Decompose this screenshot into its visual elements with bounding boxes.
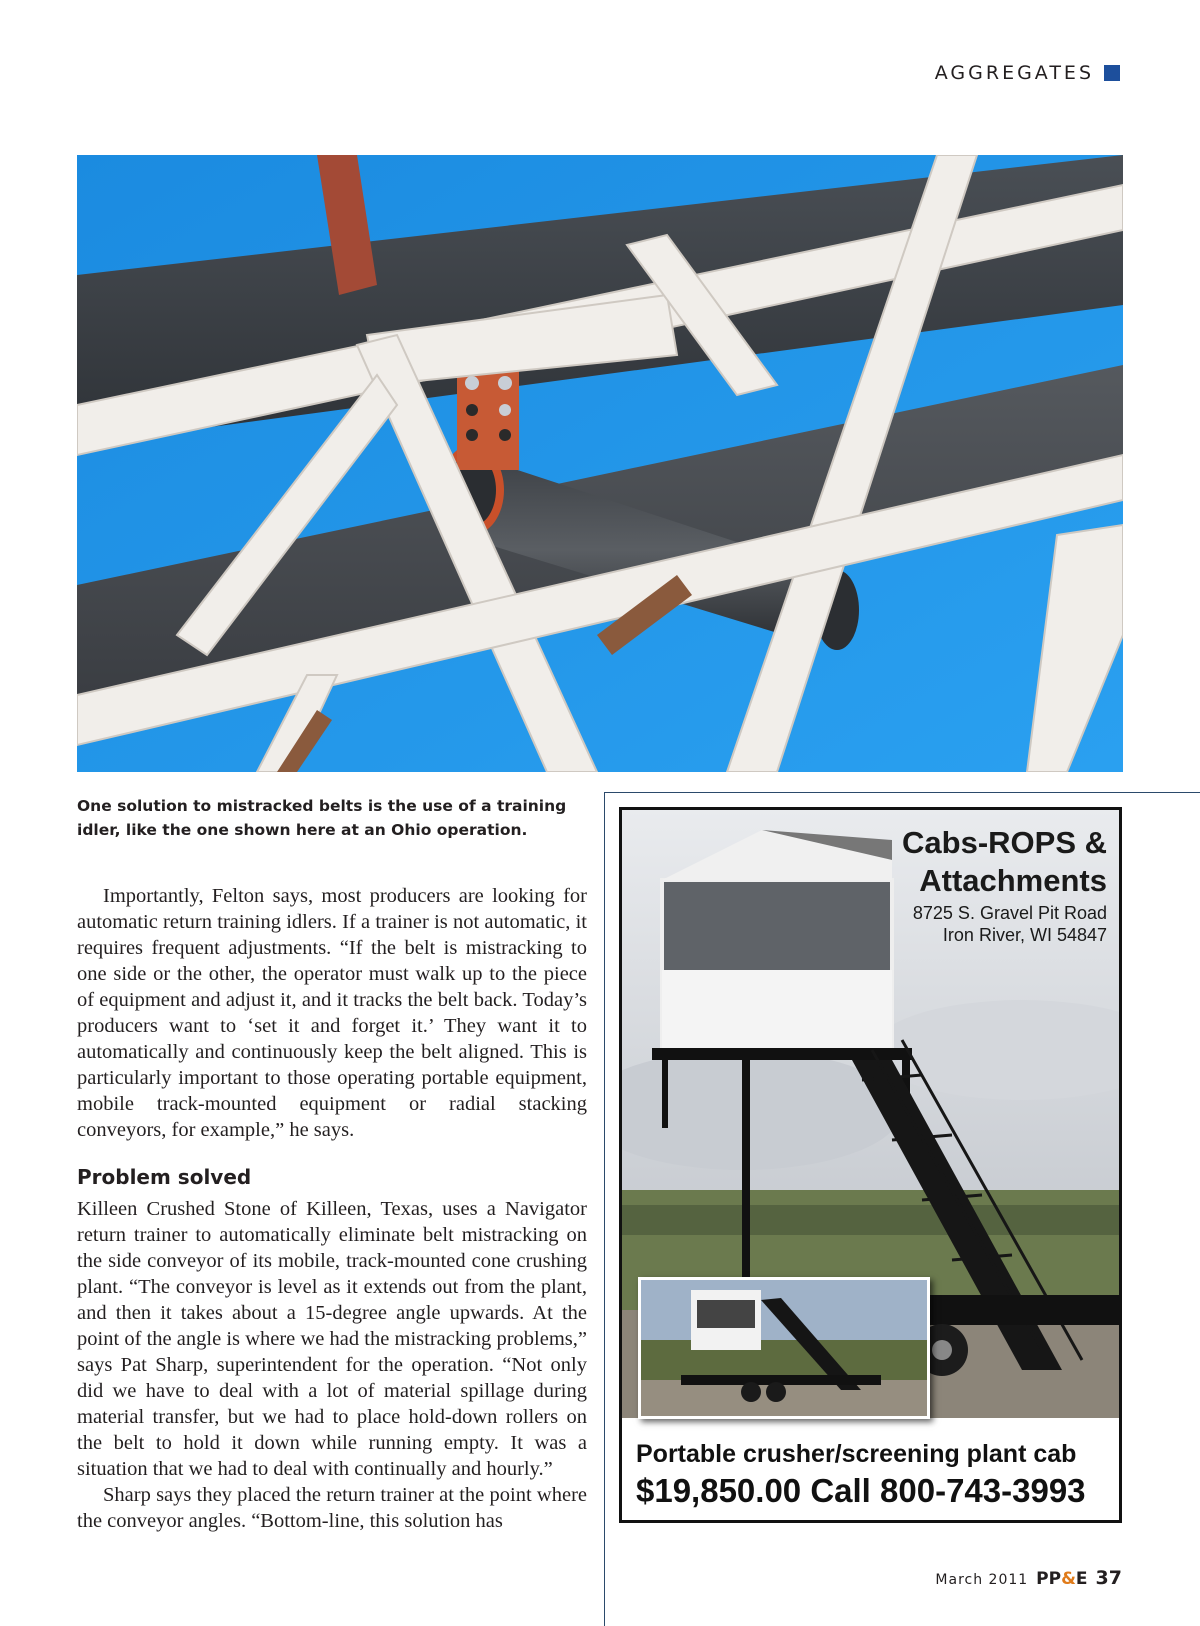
ad-address (913, 902, 1107, 946)
magazine-name (1036, 1569, 1087, 1589)
column-divider (604, 792, 605, 1626)
cab-advertisement (619, 807, 1122, 1523)
article-paragraph: Sharp says they placed the return trainer at the point where the conveyor angles. “Bottom-line, this solution has (77, 1484, 587, 1532)
article-column-top (77, 883, 587, 1143)
article-column-bottom (77, 1196, 587, 1534)
ad-tagline: Portable crusher/screening plant cab (636, 1440, 1077, 1468)
magazine-suffix: E (1075, 1569, 1088, 1589)
issue-date: March 2011 (935, 1572, 1029, 1588)
ad-price-phone: $19,850.00 Call 800-743-3993 (636, 1472, 1086, 1509)
trailer-cab-inset-photo (638, 1277, 930, 1419)
ad-title-line: Cabs-ROPS & (902, 825, 1107, 860)
magazine-ampersand: & (1061, 1569, 1076, 1589)
page-number: 37 (1095, 1567, 1122, 1589)
article-paragraph: Importantly, Felton says, most producers are looking for automatic return training idlers. If a trainer is not automatic, it requires frequent adjustments. “If the belt is mistracking to one side or the other, the operator must walk up to the piece of equipment and adjust it, and it tracks the belt back. Today’s producers want to ‘set it and forget it.’ They want it to automatically and continuously keep the belt aligned. This is particularly important to those operating portable equipment, mobile track-mounted equipment or radial stacking conveyors, for example,” he says. (77, 885, 587, 1141)
ad-address-city: Iron River, WI 54847 (942, 925, 1107, 945)
article-subhead: Problem solved (77, 1165, 252, 1189)
section-name: AGGREGATES (934, 62, 1094, 84)
section-label (935, 62, 1120, 84)
page-footer (935, 1567, 1122, 1589)
photo-caption: One solution to mistracked belts is the use of a training idler, like the one shown here at an Ohio operation. (77, 797, 567, 839)
article-paragraph: Killeen Crushed Stone of Killeen, Texas, uses a Navigator return trainer to automatically eliminate belt mistracking on the side conveyor of its mobile, track-mounted cone crushing plant. “The conveyor is level as it extends out from the plant, and then it takes about a 15-degree angle upwards. At the point of the angle is where we had the mistracking problems,” says Pat Sharp, superintendent for the operation. “Not only did we have to deal with a lot of material spillage during material transfer, but we had to place hold-down rollers on the belt to hold it down while running empty. It was a situation that we had to deal with continually and hourly.” (77, 1198, 587, 1480)
ad-title-line: Attachments (919, 863, 1107, 898)
ad-address-street: 8725 S. Gravel Pit Road (912, 903, 1107, 923)
ad-title (902, 824, 1107, 900)
section-square-icon (1104, 65, 1120, 81)
conveyor-training-idler-photo (77, 155, 1123, 772)
ad-top-rule (604, 792, 1200, 793)
magazine-prefix: PP (1036, 1569, 1062, 1589)
